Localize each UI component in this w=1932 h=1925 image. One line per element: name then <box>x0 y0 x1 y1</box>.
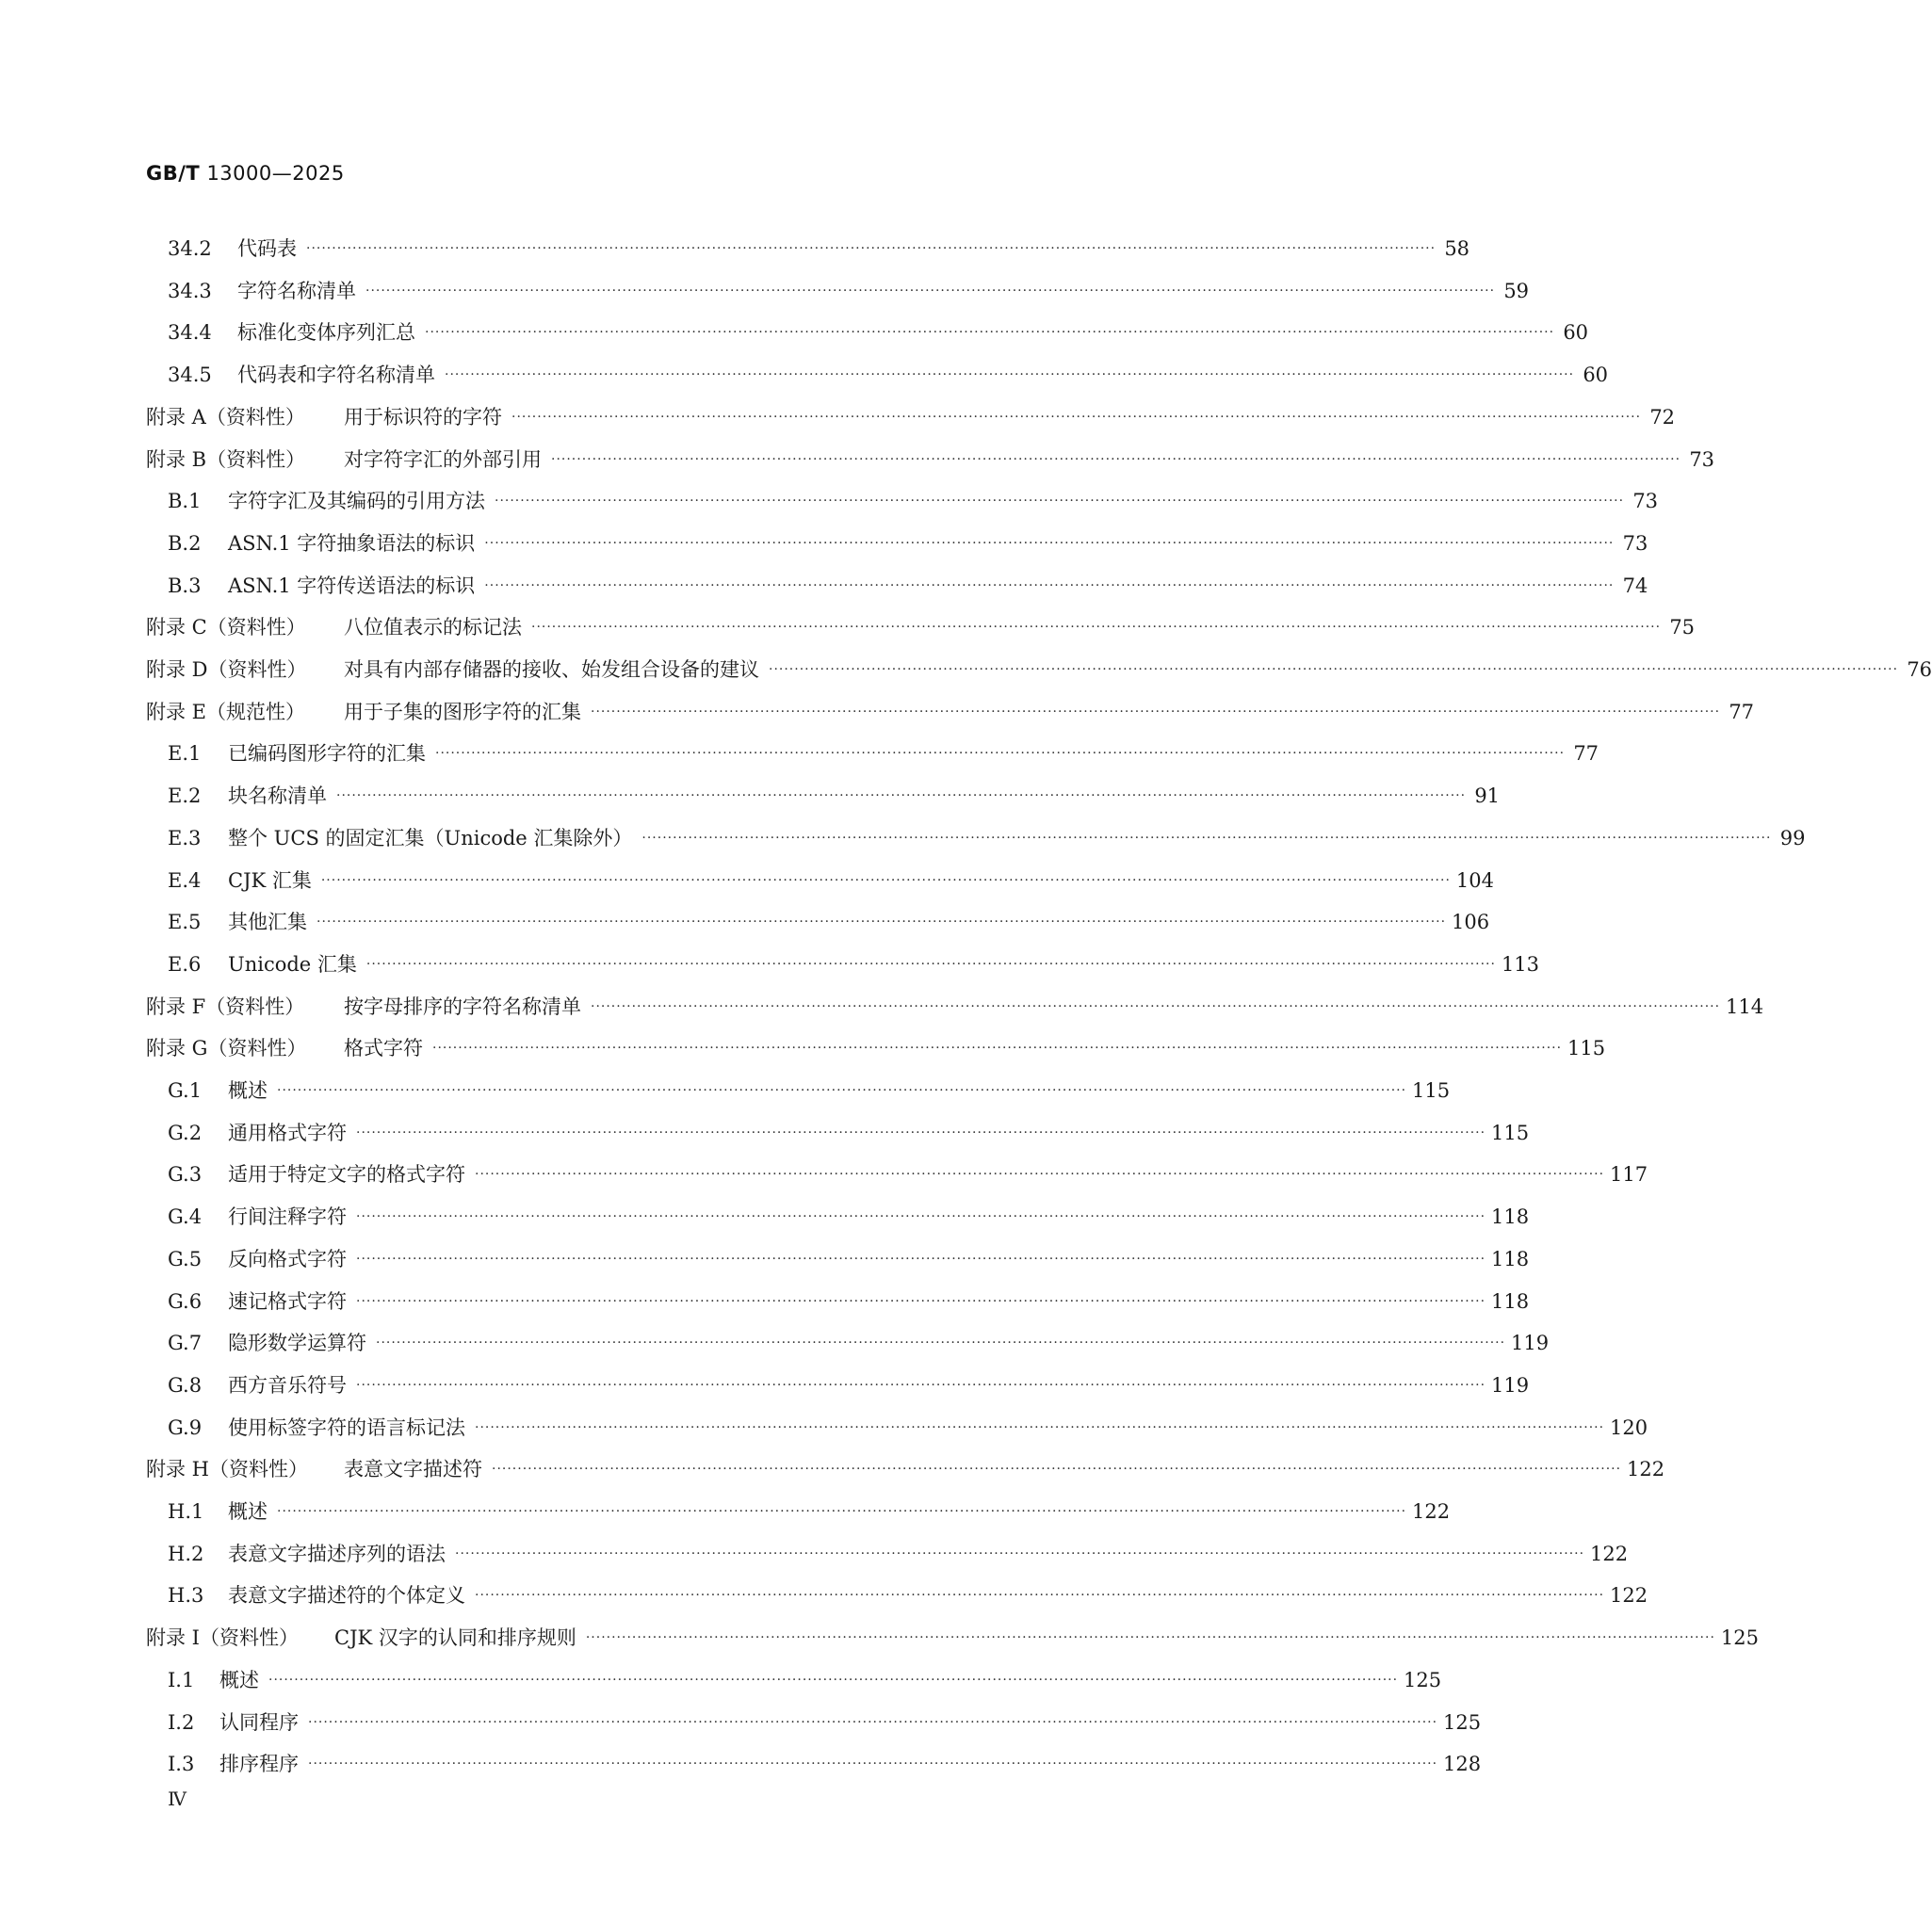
toc-entry-page: 59 <box>1503 279 1530 302</box>
toc-entry-page: 113 <box>1501 952 1540 976</box>
toc-entry-number: B.3 <box>168 574 202 597</box>
toc-entry-number: E.2 <box>168 785 202 808</box>
toc-entry-title: 字符名称清单 <box>237 279 356 302</box>
toc-entry-number: 附录 D（资料性） <box>146 658 307 681</box>
toc-entry-number: G.7 <box>168 1332 203 1355</box>
dot-leader: ···························································································································································································································· <box>277 1504 1407 1519</box>
toc-entry-number: 附录 F（资料性） <box>146 995 305 1018</box>
toc-entry[interactable] <box>168 1196 1530 1238</box>
toc-entry-page: 122 <box>1610 1584 1648 1608</box>
toc-entry-title: 标准化变体序列汇总 <box>237 321 415 345</box>
toc-entry[interactable] <box>168 1743 1482 1785</box>
toc-entry[interactable] <box>168 1407 1648 1448</box>
toc-entry-page: 75 <box>1669 616 1696 639</box>
toc-entry-number: 附录 A（资料性） <box>146 405 305 429</box>
toc-entry[interactable] <box>146 607 1696 648</box>
toc-entry[interactable] <box>168 775 1501 817</box>
toc-entry[interactable] <box>146 691 1755 733</box>
toc-entry-page: 104 <box>1455 868 1494 892</box>
dot-leader: ···························································································································································································································· <box>591 998 1721 1014</box>
toc-entry-title: 通用格式字符 <box>228 1121 347 1144</box>
dot-leader: ···························································································································································································································· <box>591 704 1721 720</box>
toc-entry-page: 115 <box>1567 1037 1606 1060</box>
dot-leader: ···························································································································································································································· <box>308 1756 1438 1772</box>
toc-entry-title: 表意文字描述序列的语法 <box>228 1542 446 1565</box>
toc-entry[interactable] <box>168 1238 1530 1280</box>
toc-entry-number: 附录 E（规范性） <box>146 700 306 723</box>
toc-entry-title: 整个 UCS 的固定汇集（Unicode 汇集除外） <box>228 826 633 849</box>
toc-entry-page: 128 <box>1443 1753 1482 1776</box>
toc-entry-page: 73 <box>1632 490 1659 513</box>
toc-entry-page: 91 <box>1474 785 1501 808</box>
toc-entry-number: G.2 <box>168 1121 203 1144</box>
toc-entry[interactable] <box>146 439 1715 480</box>
dot-leader: ···························································································································································································································· <box>308 1714 1438 1730</box>
dot-leader: ···························································································································································································································· <box>268 1672 1399 1688</box>
toc-entry-title: 对具有内部存储器的接收、始发组合设备的建议 <box>344 658 759 681</box>
toc-entry-title: 反向格式字符 <box>228 1247 347 1270</box>
toc-entry-number: 附录 B（资料性） <box>146 447 306 471</box>
toc-entry-page: 118 <box>1491 1247 1530 1270</box>
toc-entry-page: 76 <box>1907 658 1932 681</box>
toc-entry[interactable] <box>168 1112 1530 1154</box>
dot-leader: ···························································································································································································································· <box>475 1167 1605 1183</box>
toc-entry[interactable] <box>146 396 1676 438</box>
toc-entry[interactable] <box>168 1575 1648 1616</box>
toc-entry-title: 用于标识符的字符 <box>344 405 502 429</box>
dot-leader: ···························································································································································································································· <box>376 1335 1506 1351</box>
toc-entry-page: 106 <box>1452 911 1490 934</box>
toc-entry-number: E.1 <box>168 742 202 766</box>
toc-entry[interactable] <box>168 1322 1550 1364</box>
toc-entry-number: I.1 <box>168 1668 195 1691</box>
toc-entry-number: 附录 C（资料性） <box>146 616 306 639</box>
toc-entry-page: 117 <box>1610 1163 1648 1187</box>
toc-entry[interactable] <box>168 523 1648 564</box>
toc-entry[interactable] <box>168 1281 1530 1322</box>
toc-entry-page: 125 <box>1443 1710 1482 1734</box>
standard-prefix: GB/T <box>146 162 201 185</box>
toc-entry-title: Unicode 汇集 <box>228 952 357 976</box>
toc-entry[interactable] <box>168 901 1490 943</box>
toc-entry[interactable] <box>168 944 1540 985</box>
toc-entry[interactable] <box>146 986 1764 1027</box>
toc-entry-title: 代码表 <box>237 237 297 260</box>
toc-entry-number: I.2 <box>168 1710 195 1734</box>
toc-entry-number: E.5 <box>168 911 202 934</box>
toc-entry-number: G.3 <box>168 1163 203 1187</box>
toc-entry-title: 按字母排序的字符名称清单 <box>344 995 581 1018</box>
toc-entry-number: 附录 I（资料性） <box>146 1626 299 1650</box>
toc-entry-title: 字符字汇及其编码的引用方法 <box>228 490 485 513</box>
dot-leader: ···························································································································································································································· <box>769 662 1899 677</box>
toc-entry-title: 概述 <box>228 1079 268 1102</box>
toc-entry-title: 西方音乐符号 <box>228 1373 347 1397</box>
toc-entry-title: 块名称清单 <box>228 785 327 808</box>
toc-entry-number: G.9 <box>168 1415 203 1439</box>
toc-entry-page: 77 <box>1573 742 1599 766</box>
toc-entry-page: 115 <box>1491 1121 1530 1144</box>
toc-entry-number: G.5 <box>168 1247 203 1270</box>
toc-entry-page: 73 <box>1622 531 1648 555</box>
toc-entry-number: H.2 <box>168 1542 204 1565</box>
toc-entry-title: 八位值表示的标记法 <box>344 616 522 639</box>
toc-entry[interactable] <box>168 565 1648 607</box>
toc-entry-number: 34.2 <box>168 237 212 260</box>
toc-entry-title: 概述 <box>219 1668 259 1691</box>
toc-entry-title: 适用于特定文字的格式字符 <box>228 1163 465 1187</box>
toc-entry-title: 其他汇集 <box>228 911 307 934</box>
dot-leader: ···························································································································································································································· <box>356 1251 1486 1267</box>
toc-entry[interactable] <box>168 817 1806 859</box>
toc-entry-page: 99 <box>1779 826 1806 849</box>
toc-entry[interactable] <box>168 480 1659 522</box>
toc-entry-title: 排序程序 <box>219 1753 299 1776</box>
toc-entry-title: 用于子集的图形字符的汇集 <box>344 700 581 723</box>
toc-entry[interactable] <box>168 860 1494 901</box>
toc-entry[interactable] <box>168 1702 1482 1743</box>
toc-entry-page: 60 <box>1583 364 1609 387</box>
toc-entry-number: I.3 <box>168 1753 195 1776</box>
toc-entry[interactable] <box>168 1154 1648 1195</box>
dot-leader: ···························································································································································································································· <box>356 1209 1486 1225</box>
toc-entry[interactable] <box>168 1070 1451 1111</box>
dot-leader: ···························································································································································································································· <box>306 241 1437 256</box>
toc-entry[interactable] <box>146 1448 1665 1490</box>
toc-entry-title: 使用标签字符的语言标记法 <box>228 1415 465 1439</box>
toc-entry-number: E.4 <box>168 868 202 892</box>
toc-entry-page: 77 <box>1729 700 1755 723</box>
dot-leader: ···························································································································································································································· <box>585 1630 1715 1646</box>
toc-entry-number: 34.3 <box>168 279 212 302</box>
toc-entry-number: G.6 <box>168 1289 203 1313</box>
toc-entry-number: 附录 G（资料性） <box>146 1037 307 1060</box>
toc-entry-page: 58 <box>1444 237 1470 260</box>
toc-entry-page: 118 <box>1491 1289 1530 1313</box>
toc-entry-title: ASN.1 字符抽象语法的标识 <box>228 531 476 555</box>
toc-entry-number: H.1 <box>168 1500 204 1523</box>
toc-entry[interactable] <box>168 270 1530 312</box>
dot-leader: ···························································································································································································································· <box>365 956 1496 972</box>
toc-entry-page: 125 <box>1720 1626 1759 1650</box>
dot-leader: ···························································································································································································································· <box>531 620 1662 636</box>
toc-entry-page: 115 <box>1412 1079 1451 1102</box>
toc-entry-number: B.1 <box>168 490 202 513</box>
dot-leader: ···························································································································································································································· <box>475 1588 1605 1604</box>
toc-entry-number: G.1 <box>168 1079 203 1102</box>
toc-entry-number: B.2 <box>168 531 202 555</box>
toc-entry-page: 119 <box>1491 1373 1530 1397</box>
toc-entry[interactable] <box>168 1533 1629 1575</box>
dot-leader: ···························································································································································································································· <box>641 830 1772 846</box>
dot-leader: ···························································································································································································································· <box>492 1462 1622 1478</box>
toc-entry[interactable] <box>168 312 1589 353</box>
toc-entry[interactable] <box>168 733 1599 774</box>
dot-leader: ···························································································································································································································· <box>336 788 1467 804</box>
toc-entry-page: 119 <box>1511 1332 1550 1355</box>
dot-leader: ···························································································································································································································· <box>435 746 1566 762</box>
toc-entry-page: 122 <box>1590 1542 1629 1565</box>
toc-entry-page: 120 <box>1610 1415 1648 1439</box>
toc-entry[interactable] <box>168 1365 1530 1406</box>
dot-leader: ···························································································································································································································· <box>432 1041 1563 1057</box>
toc-entry-title: 表意文字描述符的个体定义 <box>228 1584 465 1608</box>
toc-entry-page: 74 <box>1622 574 1648 597</box>
toc-entry-title: 概述 <box>228 1500 268 1523</box>
toc-entry-number: 附录 H（资料性） <box>146 1458 308 1481</box>
toc-entry-page: 122 <box>1412 1500 1451 1523</box>
dot-leader: ···························································································································································································································· <box>455 1545 1585 1561</box>
toc-entry-title: 对字符字汇的外部引用 <box>344 447 542 471</box>
dot-leader: ···························································································································································································································· <box>356 1377 1486 1393</box>
toc-entry[interactable] <box>168 228 1470 269</box>
toc-entry-title: 认同程序 <box>219 1710 299 1734</box>
toc-entry-page: 60 <box>1563 321 1589 345</box>
toc-entry[interactable] <box>168 1491 1451 1532</box>
toc-entry[interactable] <box>146 649 1932 690</box>
dot-leader: ···························································································································································································································· <box>317 914 1447 930</box>
toc-entry-page: 125 <box>1404 1668 1442 1691</box>
dot-leader: ···························································································································································································································· <box>277 1083 1407 1098</box>
toc-entry-page: 114 <box>1726 995 1764 1018</box>
toc-entry-title: ASN.1 字符传送语法的标识 <box>228 574 476 597</box>
toc-entry-number: E.3 <box>168 826 202 849</box>
dot-leader: ···························································································································································································································· <box>511 409 1642 425</box>
toc-entry-title: CJK 汉字的认同和排序规则 <box>334 1626 576 1650</box>
dot-leader: ···························································································································································································································· <box>356 1293 1486 1309</box>
toc-entry-title: CJK 汇集 <box>228 868 312 892</box>
toc-entry-title: 隐形数学运算符 <box>228 1332 366 1355</box>
toc-entry-page: 118 <box>1491 1205 1530 1229</box>
dot-leader: ···························································································································································································································· <box>356 1124 1486 1140</box>
dot-leader: ···························································································································································································································· <box>484 577 1615 593</box>
toc-entry-title: 表意文字描述符 <box>344 1458 482 1481</box>
dot-leader: ···························································································································································································································· <box>551 451 1681 467</box>
toc-entry-number: H.3 <box>168 1584 204 1608</box>
toc-entry-title: 已编码图形字符的汇集 <box>228 742 426 766</box>
toc-entry-title: 速记格式字符 <box>228 1289 347 1313</box>
toc-entry-number: 34.4 <box>168 321 212 345</box>
standard-header <box>146 162 345 185</box>
dot-leader: ···························································································································································································································· <box>425 325 1555 341</box>
toc-entry-page: 73 <box>1689 447 1715 471</box>
toc-entry-page: 72 <box>1649 405 1676 429</box>
toc-entry[interactable] <box>146 1617 1759 1658</box>
standard-number: 13000—2025 <box>206 162 345 185</box>
dot-leader: ···························································································································································································································· <box>495 493 1625 510</box>
toc-entry-title: 格式字符 <box>344 1037 423 1060</box>
page-number: Ⅳ <box>168 1788 187 1810</box>
toc-entry-number: E.6 <box>168 952 202 976</box>
toc-entry-number: 34.5 <box>168 364 212 387</box>
toc-entry-title: 行间注释字符 <box>228 1205 347 1229</box>
dot-leader: ···························································································································································································································· <box>484 535 1615 551</box>
toc-entry[interactable] <box>168 354 1609 396</box>
toc-entry-page: 122 <box>1627 1458 1665 1481</box>
toc-entry-title: 代码表和字符名称清单 <box>237 364 435 387</box>
dot-leader: ···························································································································································································································· <box>475 1419 1605 1435</box>
toc-entry-number: G.8 <box>168 1373 203 1397</box>
toc-entry[interactable] <box>146 1027 1606 1069</box>
dot-leader: ···························································································································································································································· <box>445 367 1575 383</box>
toc-entry[interactable] <box>168 1659 1442 1701</box>
dot-leader: ···························································································································································································································· <box>320 872 1451 888</box>
toc-entry-number: G.4 <box>168 1205 203 1229</box>
dot-leader: ···························································································································································································································· <box>365 283 1496 299</box>
